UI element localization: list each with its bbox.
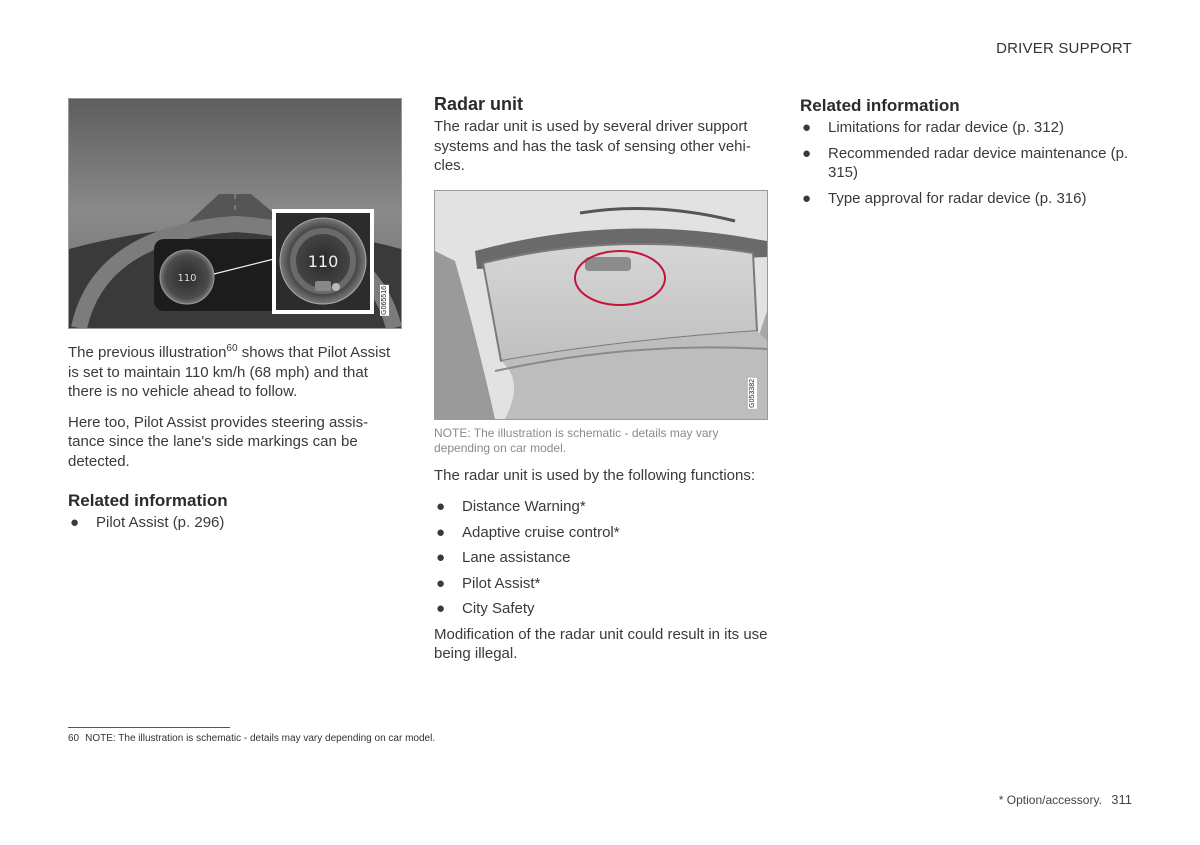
small-dial-speed: 110 — [177, 273, 197, 284]
option-accessory-note: * Option/accessory. — [998, 793, 1102, 807]
instrument-cluster-illustration — [68, 98, 402, 329]
footnote-text: NOTE: The illustration is schematic - details may vary depending on car model. — [85, 733, 436, 744]
list-item: ● City Safety — [436, 600, 535, 617]
related-information-list — [800, 118, 1134, 208]
left-column — [68, 98, 402, 539]
list-item: ● Pilot Assist* — [436, 574, 541, 592]
radar-unit-heading: Radar unit — [434, 94, 524, 114]
bullet-icon: ● — [436, 498, 446, 515]
footnote-number: 60 — [68, 733, 80, 744]
related-link[interactable]: ● Pilot Assist (p. 296) — [70, 514, 225, 531]
right-column — [800, 96, 1134, 214]
footnote — [68, 733, 435, 744]
list-item: ● Lane assistance — [436, 549, 571, 566]
paragraph-steering-assistance: Here too, Pilot Assist provides steering assis-tance since the lane's side markings can be detected. — [68, 413, 369, 470]
bullet-icon: ● — [802, 119, 812, 136]
bullet-icon: ● — [436, 574, 446, 592]
paragraph-pilot-assist-speed: The previous illustration$^{60}$ shows that Pilot Assist is set to maintain 110 km/h (68 mph) and that there is no vehicle ahead to follow. — [68, 343, 391, 400]
related-link[interactable]: ● Recommended radar device maintenance (p. 315) — [802, 144, 1129, 181]
figure-code: G065516 — [381, 286, 388, 315]
functions-intro: The radar unit is used by the following functions: — [434, 466, 756, 484]
page-number: 311 — [1111, 792, 1132, 807]
bullet-icon: ● — [802, 189, 812, 207]
section-header: DRIVER SUPPORT — [996, 40, 1132, 57]
related-link[interactable]: ● Type approval for radar device (p. 316) — [802, 189, 1087, 207]
figure-code: G053382 — [749, 378, 756, 408]
related-information-list — [68, 513, 402, 533]
cluster-drawing — [69, 99, 401, 328]
related-link[interactable]: ● Limitations for radar device (p. 312) — [802, 119, 1064, 136]
list-item: ● Adaptive cruise control* — [436, 523, 620, 541]
list-item: ● Distance Warning* — [436, 498, 586, 515]
related-information-heading: Related information — [800, 96, 960, 115]
page-footer — [999, 792, 1132, 807]
radar-unit-intro: The radar unit is used by several driver support systems and has the task of sensing other vehi-cles. — [434, 118, 751, 174]
radar-functions-list — [434, 497, 768, 619]
middle-column — [434, 94, 768, 675]
footnote-reference[interactable]: 60 — [226, 343, 238, 354]
footnote-divider — [68, 727, 230, 728]
bullet-icon: ● — [802, 144, 812, 162]
bullet-icon: ● — [436, 600, 446, 617]
bullet-icon: ● — [436, 549, 446, 566]
windshield-radar-illustration — [434, 190, 768, 420]
windshield-drawing — [435, 191, 767, 419]
figure-note: NOTE: The illustration is schematic - details may vary depending on car model. — [434, 425, 719, 455]
bullet-icon: ● — [436, 523, 446, 541]
large-dial-speed: 110 — [307, 252, 339, 271]
related-information-heading: Related information — [68, 491, 228, 510]
modification-warning: Modification of the radar unit could result in its use being illegal. — [434, 625, 768, 662]
bullet-icon: ● — [70, 514, 80, 531]
